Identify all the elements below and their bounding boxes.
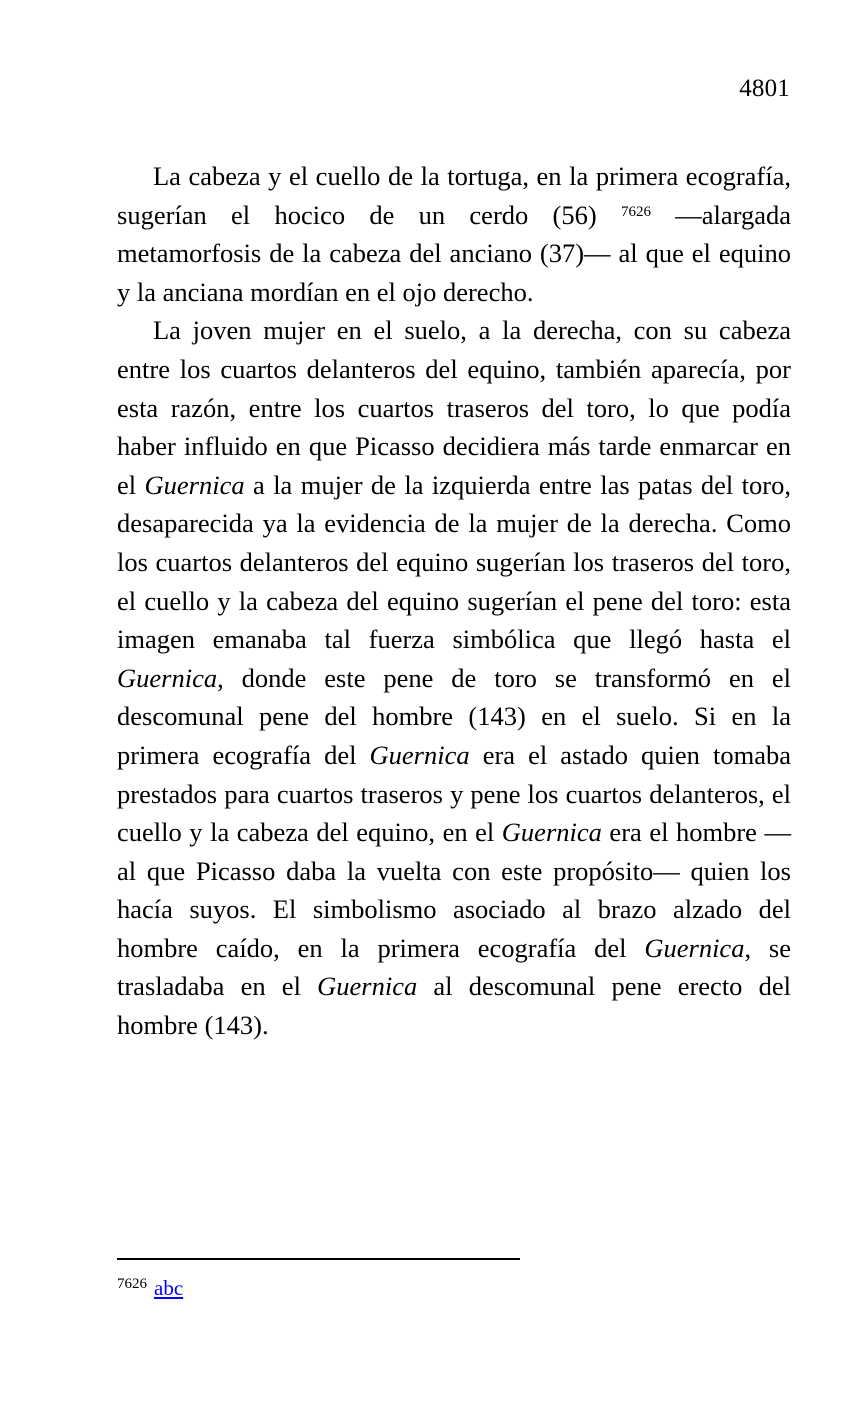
italic-work-title: Guernica bbox=[144, 469, 245, 500]
footnote-reference-marker[interactable]: 7626 bbox=[620, 203, 651, 220]
footnote-number: 7626 bbox=[117, 1276, 147, 1292]
italic-work-title: Guernica bbox=[117, 662, 218, 693]
italic-work-title: Guernica bbox=[644, 932, 745, 963]
footnote-separator-rule bbox=[117, 1258, 520, 1260]
body-paragraph: La joven mujer en el suelo, a la derecha, con su cabeza entre los cuartos delanteros del equino, también aparecía, por esta razón, entre los cuartos traseros del toro, lo que podía haber influido en que Picasso decidiera más tarde enmarcar en el Guernica a la mujer de la izquierda entre las patas del toro, desaparecida ya la evidencia de la mujer de la derecha. Como los cuartos delanteros del equino sugerían los traseros del toro, el cuello y la cabeza del equino sugerían el pene del toro: esta imagen emanaba tal fuerza simbólica que llegó hasta el Guernica, donde este pene de toro se transformó en el descomunal pene del hombre (143) en el suelo. Si en la primera ecografía del Guernica era el astado quien tomaba prestados para cuartos traseros y pene los cuartos delanteros, el cuello y la cabeza del equino, en el Guernica era el hombre —al que Picasso daba la vuelta con este propósito— quien los hacía suyos. El simbolismo asociado al brazo alzado del hombre caído, en la primera ecografía del Guernica, se trasladaba en el Guernica al descomunal pene erecto del hombre (143). bbox=[117, 315, 791, 1041]
footnote-link[interactable]: abc bbox=[154, 1276, 184, 1300]
body-text-column bbox=[117, 157, 791, 1045]
italic-work-title: Guernica bbox=[501, 817, 602, 848]
footnote-list bbox=[117, 1275, 791, 1302]
body-paragraph: La cabeza y el cuello de la tortuga, en la primera ecografía, sugerían el hocico de un cerdo (56) $^{7626}$ —alargada metamorfosis de la cabeza del anciano (37)— al que el equino y la anciana mordían en el ojo derecho. bbox=[117, 161, 791, 307]
italic-work-title: Guernica bbox=[317, 971, 418, 1002]
page-number: 4801 bbox=[739, 75, 790, 102]
italic-work-title: Guernica bbox=[369, 739, 470, 770]
footnote-item bbox=[117, 1275, 791, 1302]
footnote-area bbox=[117, 1258, 791, 1302]
